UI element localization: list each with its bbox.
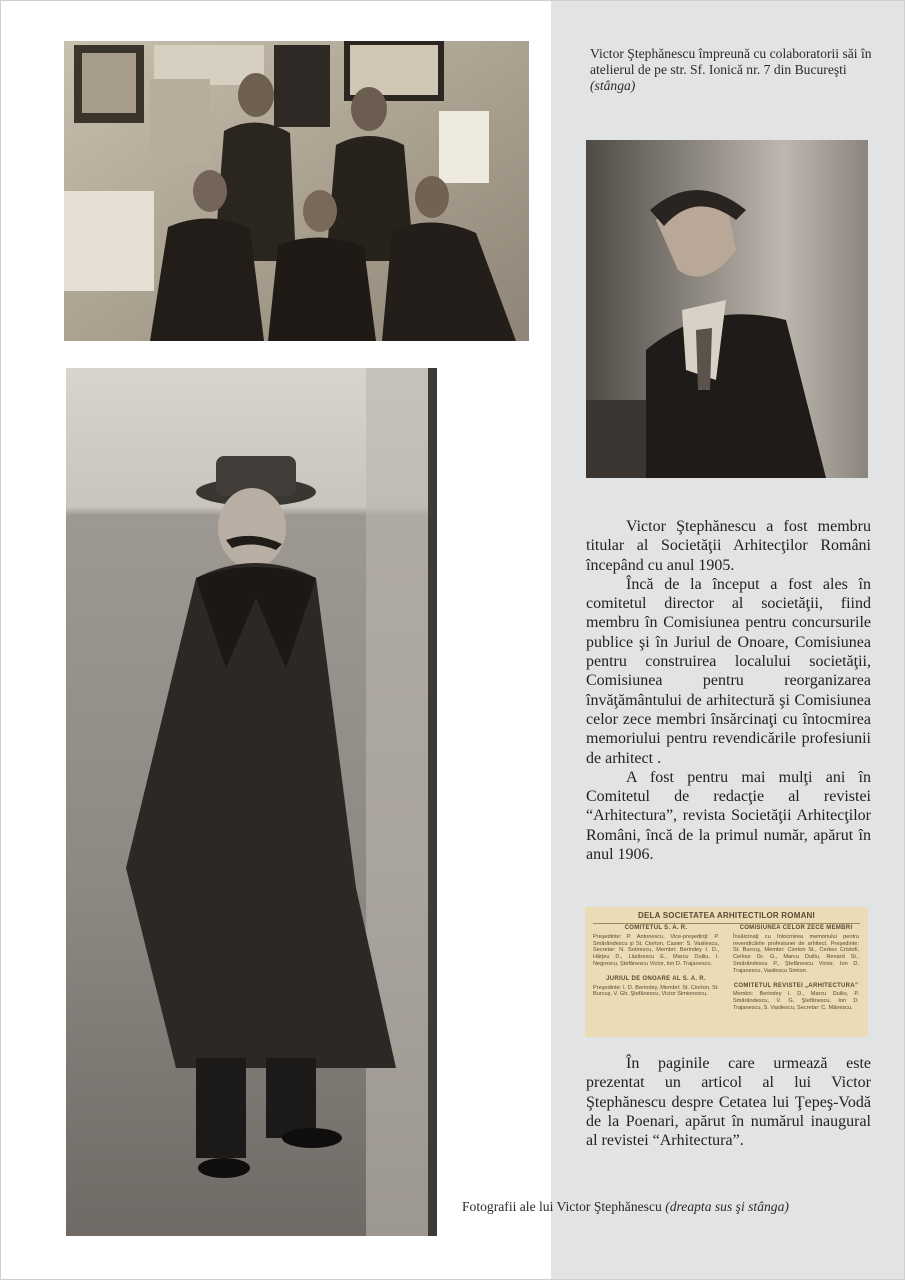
clipping-paragraph: Preşedinte: I. D. Berindey, Membri: St. Ciorton, St. Burcuş, V. Gh. Ştefănescu, Victor Simionescu. [593,984,719,998]
clipping-heading: JURIUL DE ONOARE AL S. A. R. [606,975,706,982]
biography-paragraph: Victor Ştephănescu a fost membru titular al Societăţii Arhitecţilor Români începând cu anul 1905. [586,518,871,574]
standing-photo [66,368,437,1236]
biography-text [586,517,871,864]
clipping-rule [593,923,860,924]
newspaper-clipping [585,907,868,1037]
clipping-heading: COMITETUL S. A. R. [624,925,688,931]
clipping-title: DELA SOCIETATEA ARHITECTILOR ROMANI [638,911,815,920]
bottom-caption-text: Fotografii ale lui Victor Ştephănescu [462,1199,662,1214]
bottom-caption [462,1199,789,1215]
clipping-right-column [733,925,859,1020]
article-intro-text [586,1054,871,1150]
top-caption [590,46,872,94]
clipping-paragraph: Însărcinaţi cu întocmirea memoriului pentru revendicările profesiunei de arhitect. Preşedinte: St. Burcuş, Membri: Ciorton St., Cerkez Cristofi, Cerkez Gr. G., Marcu Duiliu, Renard St., Smărăndescu P., Ştefănescu Victor, Ion D. Trajanescu, Vasilescu Simion. [733,933,859,974]
portrait-photo [586,140,868,478]
clipping-paragraph: Membri: Berindey I. D., Marcu Duiliu, P. Smărăndescu, V. G. Ştefănescu, Ion D. Trajanescu, S. Vasilescu, Secretar: C. Mănescu. [733,991,859,1011]
top-caption-text: Victor Ştephănescu împreună cu colaboratorii săi în atelierul de pe str. Sf. Ionică nr. 7 din Bucureşti [590,46,872,77]
clipping-heading: COMISIUNEA CELOR ZECE MEMBRI [739,925,853,931]
clipping-paragraph: Preşedinte: P. Antonescu, Vice-preşedinţi: P. Smărăndescu şi St. Ciorton, Casier: S. Vasilescu, Secretar: N. Sotirescu, Membri: Berindey I. D., Hărjeu D., Lăzărescu E., Marcu Duiliu, I. Negrescu, Ştefănescu Victor, Ion D. Trajanescu. [593,933,719,967]
top-caption-italic: (stânga) [590,78,636,93]
biography-paragraph: Încă de la început a fost ales în comitetul director al societăţii, fiind membru în Comisiunea pentru concursurile publice şi în Juriul de Onoare, Comisiunea pentru construirea localului societăţii, Comisiunea pentru reorganizarea învăţământului de arhitectură şi Comisiunea celor zece membri însărcinaţi cu întocmirea memoriului pentru revendicările profesiunii de arhitect . [586,575,871,767]
article-intro-paragraph: În paginile care urmează este prezentat un articol al lui Victor Ştephănescu despre Cetatea lui Ţepeş-Vodă de la Poenari, apărut în numărul inaugural al revistei “Arhitectura”. [586,1055,871,1150]
clipping-left-column [593,925,719,1006]
clipping-heading: COMITETUL REVISTEI „ARHITECTURA” [733,982,859,989]
bottom-caption-italic: (dreapta sus şi stânga) [665,1199,789,1214]
biography-paragraph: A fost pentru mai mulţi ani în Comitetul de redacţie al revistei “Arhitectura”, revista Societăţii Arhitecţilor Români, încă de la primul număr, apărut în anul 1906. [586,768,871,864]
group-photo [64,41,529,341]
